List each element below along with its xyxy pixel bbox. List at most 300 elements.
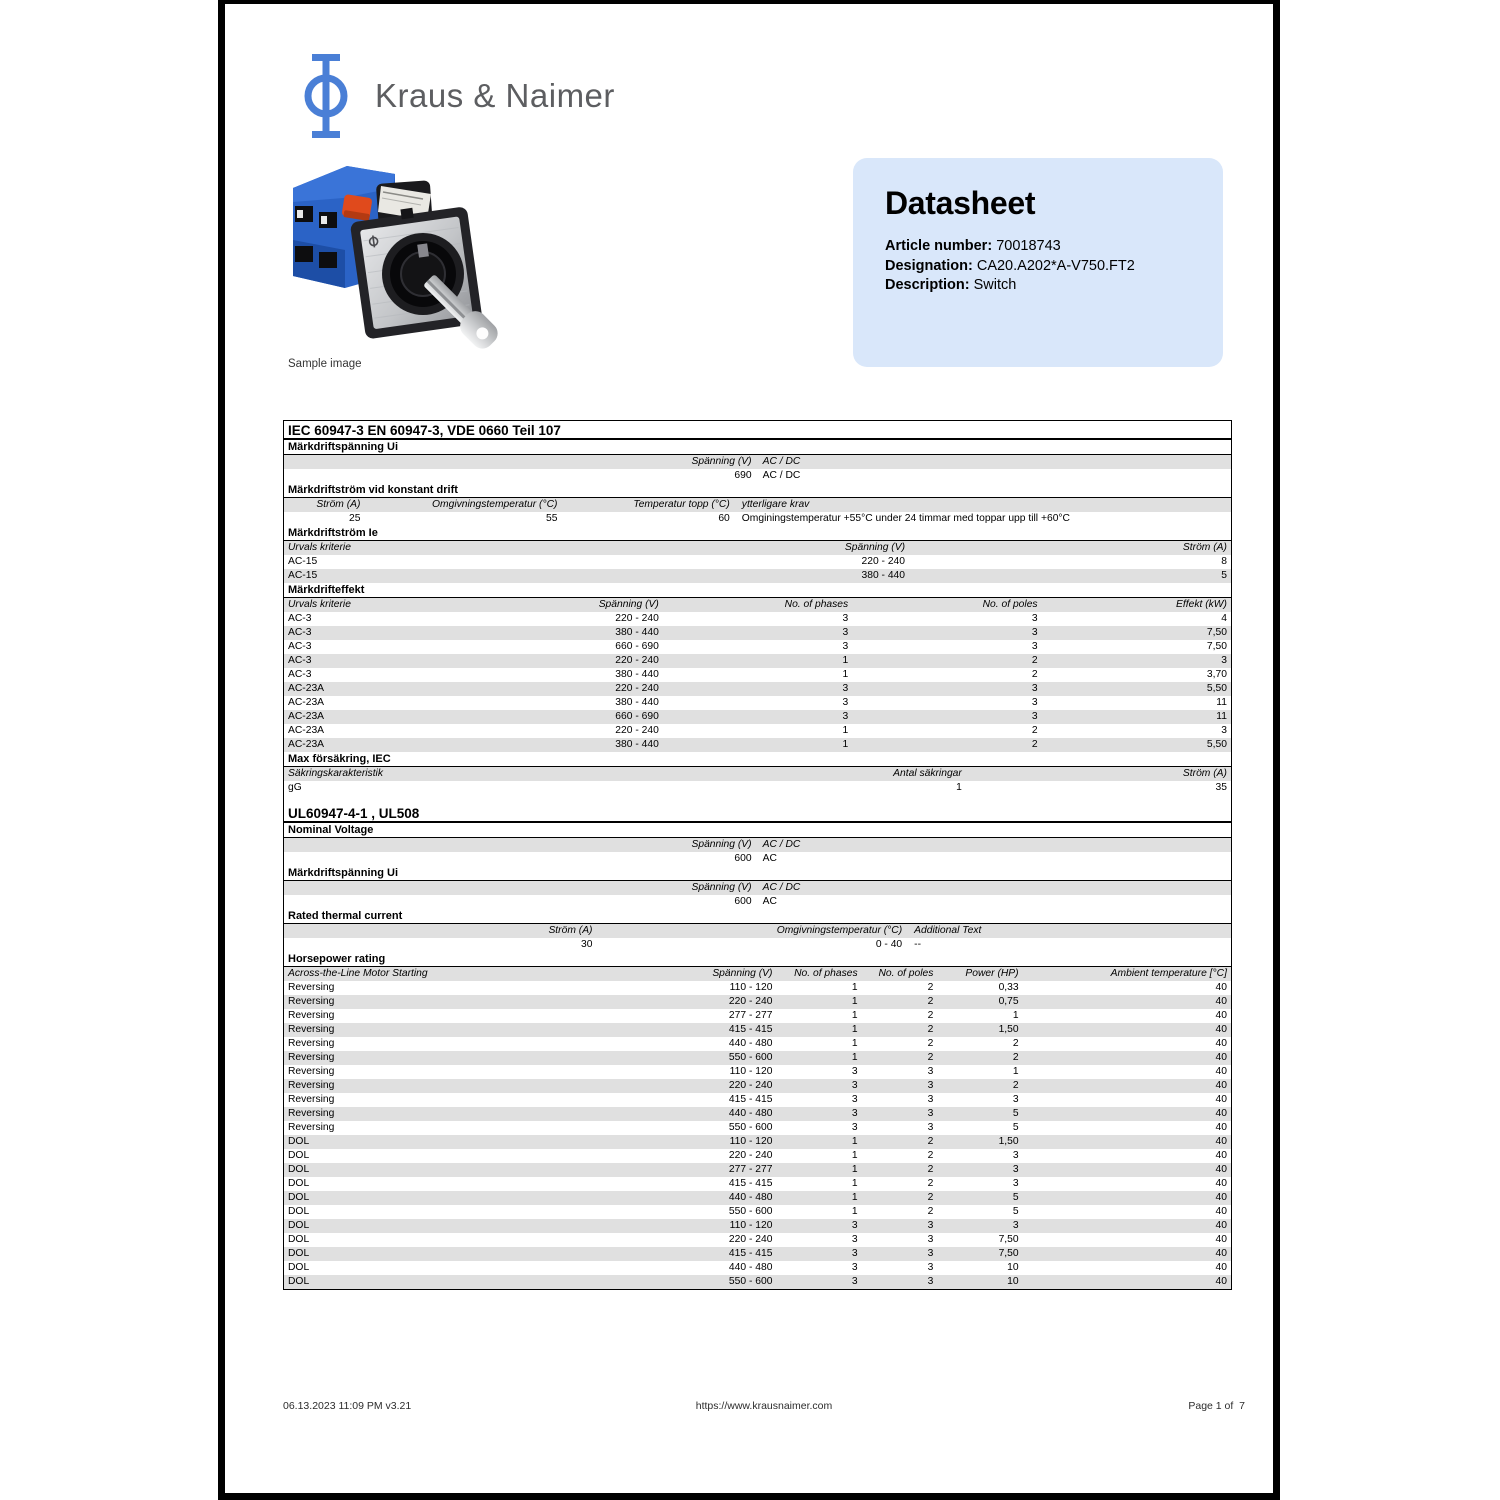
table-cell: 1	[851, 1038, 858, 1049]
table-cell: 3	[851, 1276, 858, 1287]
table-row	[284, 1177, 1231, 1191]
table-cell: 550 - 600	[728, 1052, 773, 1063]
table-cell: 55	[545, 513, 558, 524]
table-cell: Reversing	[288, 982, 335, 993]
table-cell: --	[914, 939, 922, 950]
table-header-row	[284, 598, 1231, 612]
table-cell: 40	[1215, 1024, 1227, 1035]
table-cell: 1	[851, 996, 858, 1007]
table-cell: 5,50	[1206, 683, 1227, 694]
column-header: AC / DC	[762, 839, 801, 850]
column-header: AC / DC	[762, 882, 801, 893]
table-cell: 220 - 240	[728, 1234, 773, 1245]
table-cell: Reversing	[288, 1010, 335, 1021]
table-cell: 3	[927, 1276, 934, 1287]
table-cell: Reversing	[288, 1094, 335, 1105]
page-footer	[283, 1400, 1245, 1414]
table-header-row	[284, 455, 1231, 469]
table-cell: AC-3	[288, 641, 312, 652]
designation-label: Designation:	[885, 257, 973, 274]
table-cell: 7,50	[998, 1234, 1019, 1245]
table-cell: 3,70	[1206, 669, 1227, 680]
table-cell: 1	[851, 1206, 858, 1217]
table-row	[284, 668, 1231, 682]
designation-value: CA20.A202*A-V750.FT2	[976, 257, 1135, 274]
table-cell: 660 - 690	[615, 711, 659, 722]
table-cell: 277 - 277	[728, 1164, 773, 1175]
table-cell: 440 - 480	[728, 1038, 773, 1049]
table-cell: 1	[1012, 1010, 1019, 1021]
table-cell: 3	[927, 1262, 934, 1273]
table-cell: 10	[1007, 1276, 1019, 1287]
table-cell: 220 - 240	[861, 556, 906, 567]
section-heading: UL60947-4-1 , UL508	[284, 804, 1231, 823]
table-cell: 2	[927, 996, 934, 1007]
table-cell: 2	[927, 1038, 934, 1049]
section-heading: Märkdriftspänning Ui	[284, 440, 1231, 455]
column-header: Ström (A)	[1182, 542, 1227, 553]
table-cell: 2	[927, 1206, 934, 1217]
table-cell: 3	[927, 1080, 934, 1091]
article-number-value: 70018743	[996, 238, 1061, 254]
table-cell: AC-15	[288, 570, 318, 581]
table-cell: 1	[851, 1164, 858, 1175]
table-cell: 550 - 600	[728, 1122, 773, 1133]
table-cell: 1	[842, 725, 849, 736]
table-row	[284, 1233, 1231, 1247]
table-row	[284, 696, 1231, 710]
table-cell: 380 - 440	[615, 739, 659, 750]
table-cell: 220 - 240	[728, 996, 773, 1007]
datasheet-page	[218, 0, 1280, 1500]
table-cell: 3	[927, 1094, 934, 1105]
table-cell: 3	[842, 627, 849, 638]
table-cell: 3	[851, 1234, 858, 1245]
column-header: No. of poles	[982, 599, 1038, 610]
brand-header	[299, 54, 615, 138]
table-row	[284, 1121, 1231, 1135]
designation-row	[885, 257, 1191, 277]
table-cell: 7,50	[998, 1248, 1019, 1259]
table-cell: Reversing	[288, 1052, 335, 1063]
table-row	[284, 1149, 1231, 1163]
table-cell: 40	[1215, 996, 1227, 1007]
table-row	[284, 1065, 1231, 1079]
column-header: Spänning (V)	[691, 456, 752, 467]
table-row	[284, 1023, 1231, 1037]
table-cell: 2	[927, 1010, 934, 1021]
table-cell: gG	[288, 782, 302, 793]
table-row	[284, 710, 1231, 724]
table-cell: 5	[1012, 1192, 1019, 1203]
table-cell: 7,50	[1206, 641, 1227, 652]
table-cell: 1	[851, 1192, 858, 1203]
table-cell: 2	[927, 1136, 934, 1147]
table-cell: 2	[927, 982, 934, 993]
table-cell: 3	[842, 641, 849, 652]
spec-subtable	[284, 498, 1231, 526]
table-cell: 1	[851, 1178, 858, 1189]
table-cell: 2	[1031, 739, 1038, 750]
table-cell: 690	[734, 470, 752, 481]
table-cell: 380 - 440	[615, 627, 659, 638]
table-cell: 1	[851, 1052, 858, 1063]
table-cell: DOL	[288, 1136, 310, 1147]
table-cell: 40	[1215, 1010, 1227, 1021]
table-cell: 25	[349, 513, 361, 524]
column-header: AC / DC	[762, 456, 801, 467]
column-header: No. of poles	[878, 968, 934, 979]
infobox-title: Datasheet	[885, 185, 1036, 221]
table-row	[284, 1261, 1231, 1275]
table-cell: 110 - 120	[729, 1136, 773, 1147]
column-header: Temperatur topp (°C)	[633, 499, 730, 510]
table-cell: 40	[1215, 1192, 1227, 1203]
column-header: Ström (A)	[548, 925, 593, 936]
table-row	[284, 640, 1231, 654]
table-cell: 1	[842, 739, 849, 750]
table-cell: 0,75	[998, 996, 1019, 1007]
table-cell: 5	[1012, 1108, 1019, 1119]
table-cell: Reversing	[288, 1122, 335, 1133]
column-header: ytterligare krav	[741, 499, 810, 510]
footer-page-number: Page 1 of 7	[1188, 1400, 1245, 1412]
table-cell: AC-23A	[288, 725, 325, 736]
table-cell: 3	[851, 1248, 858, 1259]
table-cell: 1	[956, 782, 962, 793]
table-row	[284, 995, 1231, 1009]
section-heading: Rated thermal current	[284, 909, 1231, 924]
table-cell: 60	[718, 513, 730, 524]
table-cell: 3	[1031, 613, 1038, 624]
column-header: Säkringskarakteristik	[288, 768, 383, 779]
table-cell: DOL	[288, 1276, 310, 1287]
table-cell: DOL	[288, 1262, 310, 1273]
table-cell: 3	[842, 683, 849, 694]
table-cell: DOL	[288, 1164, 310, 1175]
table-cell: 2	[927, 1052, 934, 1063]
table-cell: AC-23A	[288, 683, 325, 694]
section-heading: Märkdrifteffekt	[284, 583, 1231, 598]
column-header: No. of phases	[794, 968, 858, 979]
table-cell: AC-23A	[288, 711, 325, 722]
column-header: Across-the-Line Motor Starting	[288, 968, 428, 979]
table-cell: 550 - 600	[728, 1276, 773, 1287]
table-cell: DOL	[288, 1192, 310, 1203]
spec-tables	[283, 420, 1232, 1290]
column-header: Spänning (V)	[691, 839, 752, 850]
table-cell: 3	[927, 1066, 934, 1077]
table-cell: DOL	[288, 1178, 310, 1189]
spec-subtable	[284, 924, 1231, 952]
section-heading: Märkdriftström vid konstant drift	[284, 483, 1231, 498]
table-cell: 1	[851, 1024, 858, 1035]
table-row	[284, 981, 1231, 995]
table-cell: 0 - 40	[875, 939, 903, 950]
column-header: Spänning (V)	[712, 968, 773, 979]
table-cell: 1,50	[998, 1024, 1019, 1035]
table-cell: Omginingstemperatur +55°C under 24 timmar med toppar upp till +60°C	[741, 513, 1070, 524]
table-cell: 220 - 240	[728, 1150, 773, 1161]
table-cell: 415 - 415	[728, 1248, 773, 1259]
table-cell: 2	[1012, 1052, 1019, 1063]
footer-timestamp: 06.13.2023 11:09 PM v3.21	[283, 1400, 412, 1412]
table-cell: 660 - 690	[615, 641, 659, 652]
table-cell: 2	[927, 1150, 934, 1161]
description-row	[885, 276, 1191, 296]
datasheet-infobox	[853, 158, 1223, 367]
table-cell: 220 - 240	[728, 1080, 773, 1091]
table-cell: 3	[1031, 711, 1038, 722]
table-cell: Reversing	[288, 1066, 335, 1077]
table-row	[284, 469, 1231, 483]
table-cell: 1	[1012, 1066, 1019, 1077]
table-cell: 0,33	[998, 982, 1019, 993]
column-header: Ambient temperature [°C]	[1110, 968, 1227, 979]
spec-subtable	[284, 838, 1231, 866]
table-cell: 40	[1215, 1108, 1227, 1119]
product-image	[283, 154, 541, 352]
table-cell: 3	[1031, 697, 1038, 708]
table-row	[284, 1219, 1231, 1233]
table-cell: 440 - 480	[728, 1192, 773, 1203]
table-header-row	[284, 924, 1231, 938]
table-cell: 1	[851, 1136, 858, 1147]
column-header: Power (HP)	[965, 968, 1019, 979]
table-cell: DOL	[288, 1150, 310, 1161]
table-cell: AC-3	[288, 613, 312, 624]
table-row	[284, 724, 1231, 738]
table-cell: 1	[842, 669, 849, 680]
table-cell: 10	[1007, 1262, 1019, 1273]
table-cell: 40	[1215, 982, 1227, 993]
table-cell: 220 - 240	[615, 683, 659, 694]
table-cell: AC	[762, 853, 777, 864]
table-row	[284, 1093, 1231, 1107]
column-header: Antal säkringar	[893, 768, 962, 779]
table-cell: AC	[762, 896, 777, 907]
spec-subtable	[284, 967, 1231, 1289]
table-cell: 5	[1221, 570, 1227, 581]
spec-subtable	[284, 455, 1231, 483]
table-cell: 2	[927, 1178, 934, 1189]
table-cell: AC-3	[288, 627, 312, 638]
table-cell: 40	[1215, 1248, 1227, 1259]
table-cell: 3	[927, 1108, 934, 1119]
table-cell: 3	[842, 613, 849, 624]
table-cell: 1	[851, 1150, 858, 1161]
table-cell: 40	[1215, 1038, 1227, 1049]
table-cell: AC-23A	[288, 739, 325, 750]
table-cell: 3	[1031, 627, 1038, 638]
table-cell: 3	[1221, 655, 1227, 666]
table-cell: 3	[1031, 641, 1038, 652]
table-cell: 3	[1031, 683, 1038, 694]
table-row	[284, 512, 1231, 526]
table-row	[284, 1247, 1231, 1261]
table-header-row	[284, 767, 1231, 781]
table-cell: Reversing	[288, 1024, 335, 1035]
table-cell: 40	[1215, 1066, 1227, 1077]
column-header: Spänning (V)	[691, 882, 752, 893]
table-cell: 3	[1012, 1150, 1019, 1161]
table-cell: 550 - 600	[728, 1206, 773, 1217]
column-header: Spänning (V)	[844, 542, 906, 553]
section-heading: Horsepower rating	[284, 952, 1231, 967]
table-cell: DOL	[288, 1234, 310, 1245]
table-cell: 3	[1221, 725, 1227, 736]
table-cell: AC-15	[288, 556, 318, 567]
table-cell: 110 - 120	[729, 1220, 773, 1231]
table-cell: Reversing	[288, 1038, 335, 1049]
table-cell: 3	[1012, 1164, 1019, 1175]
table-cell: Reversing	[288, 996, 335, 1007]
table-cell: 40	[1215, 1164, 1227, 1175]
table-cell: 2	[1012, 1038, 1019, 1049]
table-cell: 11	[1216, 697, 1227, 708]
column-header: No. of phases	[784, 599, 849, 610]
table-cell: 1	[851, 1010, 858, 1021]
description-value: Switch	[973, 277, 1017, 293]
table-row	[284, 1051, 1231, 1065]
table-cell: 3	[927, 1248, 934, 1259]
table-cell: AC-23A	[288, 697, 325, 708]
article-number-label: Article number:	[885, 238, 993, 254]
table-row	[284, 555, 1231, 569]
column-header: Omgivningstemperatur (°C)	[432, 499, 558, 510]
description-label: Description:	[885, 277, 970, 293]
table-row	[284, 1205, 1231, 1219]
table-cell: 40	[1215, 1094, 1227, 1105]
section-heading: IEC 60947-3 EN 60947-3, VDE 0660 Teil 107	[284, 421, 1231, 440]
table-cell: 380 - 440	[615, 669, 659, 680]
column-header: Ström (A)	[316, 499, 361, 510]
column-header: Urvals kriterie	[288, 599, 351, 610]
table-cell: 40	[1215, 1122, 1227, 1133]
table-cell: 440 - 480	[728, 1262, 773, 1273]
table-cell: 415 - 415	[728, 1024, 773, 1035]
table-cell: AC-3	[288, 669, 312, 680]
table-cell: 2	[1012, 1080, 1019, 1091]
table-cell: 40	[1215, 1220, 1227, 1231]
table-cell: Reversing	[288, 1108, 335, 1119]
table-row	[284, 682, 1231, 696]
spec-subtable	[284, 767, 1231, 795]
table-cell: 8	[1221, 556, 1227, 567]
table-cell: 1	[842, 655, 849, 666]
table-cell: 380 - 440	[861, 570, 906, 581]
table-cell: 3	[851, 1080, 858, 1091]
column-header: Effekt (kW)	[1176, 599, 1227, 610]
table-row	[284, 569, 1231, 583]
table-cell: 40	[1215, 1276, 1227, 1287]
table-cell: 40	[1215, 1262, 1227, 1273]
table-row	[284, 1107, 1231, 1121]
column-header: Omgivningstemperatur (°C)	[776, 925, 903, 936]
table-cell: 7,50	[1206, 627, 1227, 638]
table-header-row	[284, 541, 1231, 555]
table-cell: AC-3	[288, 655, 312, 666]
table-cell: 3	[1012, 1220, 1019, 1231]
column-header: Spänning (V)	[598, 599, 659, 610]
table-cell: AC / DC	[762, 470, 801, 481]
table-cell: 415 - 415	[728, 1178, 773, 1189]
table-cell: 40	[1215, 1080, 1227, 1091]
table-cell: 40	[1215, 1052, 1227, 1063]
table-row	[284, 938, 1231, 952]
column-header: Additional Text	[914, 925, 982, 936]
table-row	[284, 1079, 1231, 1093]
table-cell: 110 - 120	[729, 1066, 773, 1077]
phi-logo-icon	[299, 54, 353, 138]
table-cell: 277 - 277	[728, 1010, 773, 1021]
table-row	[284, 781, 1231, 795]
table-header-row	[284, 498, 1231, 512]
table-row	[284, 895, 1231, 909]
footer-url: https://www.krausnaimer.com	[695, 1400, 833, 1412]
section-heading: Max försäkring, IEC	[284, 752, 1231, 767]
spec-subtable	[284, 541, 1231, 583]
table-cell: 600	[734, 896, 752, 907]
brand-name: Kraus & Naimer	[375, 77, 615, 114]
table-row	[284, 1163, 1231, 1177]
table-cell: 3	[927, 1234, 934, 1245]
table-cell: 3	[842, 711, 849, 722]
table-cell: 3	[927, 1220, 934, 1231]
spec-subtable	[284, 598, 1231, 752]
table-cell: 3	[851, 1122, 858, 1133]
table-cell: DOL	[288, 1206, 310, 1217]
product-figure	[283, 154, 541, 370]
table-cell: 3	[851, 1094, 858, 1105]
table-header-row	[284, 881, 1231, 895]
table-cell: DOL	[288, 1220, 310, 1231]
article-number-row	[885, 237, 1191, 257]
table-header-row	[284, 838, 1231, 852]
table-cell: DOL	[288, 1248, 310, 1259]
table-cell: 600	[734, 853, 752, 864]
table-cell: 3	[1012, 1094, 1019, 1105]
table-cell: 220 - 240	[615, 655, 659, 666]
table-cell: 5,50	[1206, 739, 1227, 750]
table-cell: 35	[1215, 782, 1227, 793]
table-cell: 2	[1031, 655, 1038, 666]
table-cell: 3	[851, 1262, 858, 1273]
column-header: Ström (A)	[1182, 768, 1227, 779]
table-cell: 2	[927, 1024, 934, 1035]
table-cell: 1	[851, 982, 858, 993]
table-cell: 30	[581, 939, 593, 950]
section-heading: Nominal Voltage	[284, 823, 1231, 838]
table-row	[284, 1275, 1231, 1289]
table-cell: 440 - 480	[728, 1108, 773, 1119]
table-cell: 220 - 240	[615, 613, 659, 624]
table-cell: 220 - 240	[615, 725, 659, 736]
table-row	[284, 852, 1231, 866]
section-heading: Märkdriftström Ie	[284, 526, 1231, 541]
table-row	[284, 1135, 1231, 1149]
column-header: Urvals kriterie	[288, 542, 351, 553]
table-cell: 2	[927, 1192, 934, 1203]
table-cell: 2	[927, 1164, 934, 1175]
table-cell: 4	[1221, 613, 1227, 624]
table-cell: 40	[1215, 1178, 1227, 1189]
table-cell: 3	[851, 1220, 858, 1231]
table-cell: 5	[1012, 1122, 1019, 1133]
table-row	[284, 1037, 1231, 1051]
table-row	[284, 1191, 1231, 1205]
table-row	[284, 654, 1231, 668]
